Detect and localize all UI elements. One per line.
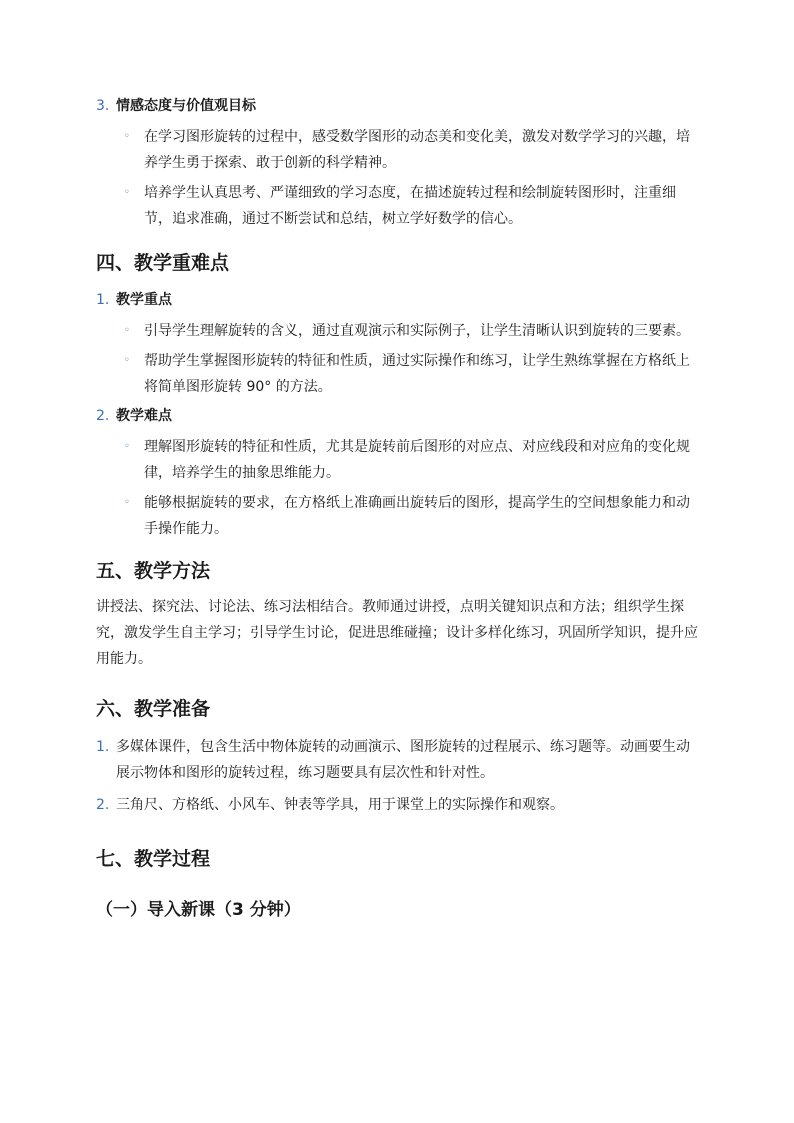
goal-title: 情感态度与价值观目标 (116, 98, 256, 114)
bullet-text: 培养学生认真思考、严谨细致的学习态度，在描述旋转过程和绘制旋转图形时，注重细节，追求准确，通过不断尝试和总结，树立学好数学的信心。 (144, 185, 676, 227)
list-item (96, 734, 700, 786)
bullet-mark: ◦ (124, 497, 130, 508)
list-item (96, 490, 700, 542)
item-text: 多媒体课件，包含生活中物体旋转的动画演示、图形旋转的过程展示、练习题等。动画要生动展示物体和图形的旋转过程，练习题要具有层次性和针对性。 (116, 739, 690, 781)
section-heading-7: 七、教学过程 (96, 848, 211, 870)
sub-heading-intro: （一）导入新课（3 分钟） (96, 900, 301, 920)
list-item (96, 180, 700, 232)
item-title: 教学重点 (116, 292, 172, 308)
list-item (96, 792, 700, 818)
list-number: 1. (96, 292, 110, 308)
bullet-mark: ◦ (124, 325, 130, 336)
bullet-text: 引导学生理解旋转的含义，通过直观演示和实际例子，让学生清晰认识到旋转的三要素。 (144, 323, 690, 339)
difficult-points (96, 404, 700, 542)
key-points-title (96, 288, 700, 312)
bullet-text: 帮助学生掌握图形旋转的特征和性质，通过实际操作和练习，让学生熟练掌握在方格纸上将简单图形旋转 90° 的方法。 (144, 353, 690, 395)
item-title: 教学难点 (116, 408, 172, 424)
list-number: 2. (96, 797, 110, 813)
bullet-text: 能够根据旋转的要求，在方格纸上准确画出旋转后的图形，提高学生的空间想象能力和动手操作能力。 (144, 495, 690, 537)
list-number: 1. (96, 739, 110, 755)
goal-3 (96, 94, 700, 232)
list-item (96, 124, 700, 176)
bullet-mark: ◦ (124, 187, 130, 198)
section-heading-5: 五、教学方法 (96, 560, 211, 582)
bullet-text: 在学习图形旋转的过程中，感受数学图形的动态美和变化美，激发对数学学习的兴趣，培养学生勇于探索、敢于创新的科学精神。 (144, 129, 690, 171)
section-heading-4: 四、教学重难点 (96, 252, 230, 274)
bullet-mark: ◦ (124, 441, 130, 452)
preparation-list (96, 734, 700, 818)
list-number: 3. (96, 98, 110, 114)
list-item (96, 348, 700, 400)
bullet-mark: ◦ (124, 355, 130, 366)
section-heading-6: 六、教学准备 (96, 698, 211, 720)
list-item (96, 434, 700, 486)
item-text: 三角尺、方格纸、小风车、钟表等学具，用于课堂上的实际操作和观察。 (116, 797, 564, 813)
difficult-points-bullets (96, 434, 700, 542)
list-item (96, 318, 700, 344)
key-points-bullets (96, 318, 700, 400)
difficult-points-title (96, 404, 700, 428)
goal-3-title (96, 94, 700, 118)
bullet-text: 理解图形旋转的特征和性质，尤其是旋转前后图形的对应点、对应线段和对应角的变化规律，培养学生的抽象思维能力。 (144, 439, 690, 481)
teaching-method-text: 讲授法、探究法、讨论法、练习法相结合。教师通过讲授，点明关键知识点和方法；组织学生探究，激发学生自主学习；引导学生讨论，促进思维碰撞；设计多样化练习，巩固所学知识，提升应用能力。 (96, 599, 698, 667)
goal-3-bullets (96, 124, 700, 232)
key-points (96, 288, 700, 400)
bullet-mark: ◦ (124, 131, 130, 142)
document-page (96, 94, 700, 924)
list-number: 2. (96, 408, 110, 424)
